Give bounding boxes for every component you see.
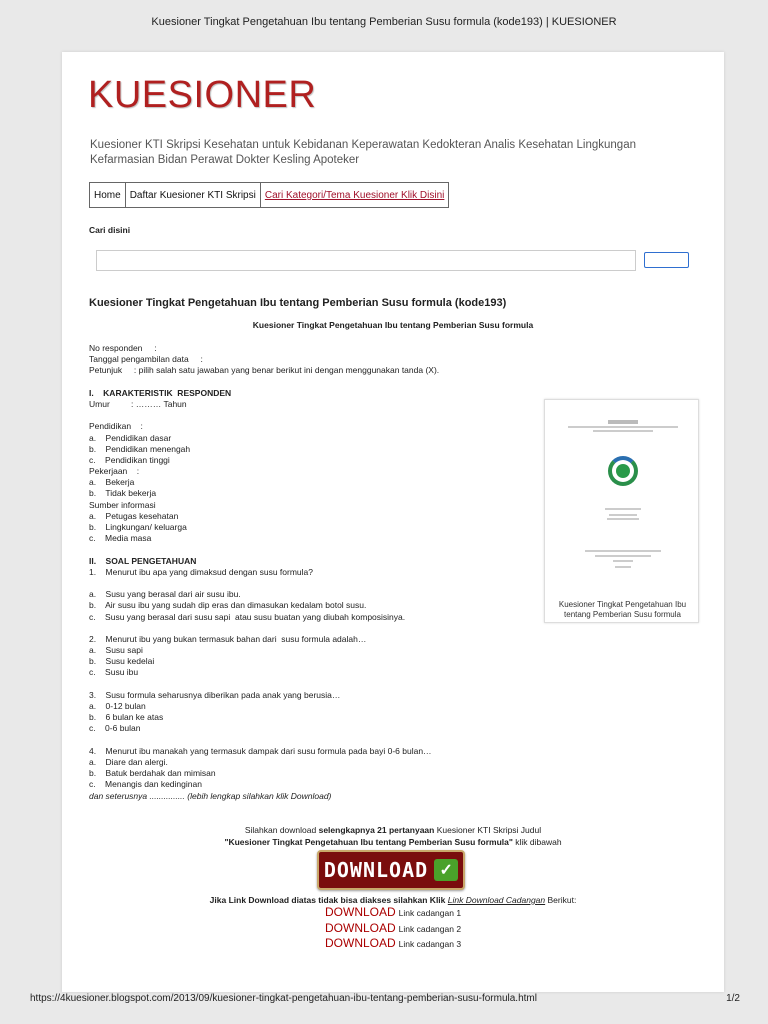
post-body-line: b. 6 bulan ke atas	[89, 712, 164, 723]
post-body-line: c. Media masa	[89, 533, 152, 544]
footer-url: https://4kuesioner.blogspot.com/2013/09/kuesioner-tingkat-pengetahuan-ibu-tentang-pemberian-susu-formula.html	[30, 993, 537, 1004]
blog-description: Kuesioner KTI Skripsi Kesehatan untuk Kebidanan Keperawatan Kedokteran Analis Kesehatan Lingkungan Kefarmasian Bidan Perawat Dokter Kesling Apoteker	[90, 139, 636, 166]
post-body-line: c. Pendidikan tinggi	[89, 454, 170, 465]
post-body-line: a. Bekerja	[89, 477, 135, 488]
post-body-line: 3. Susu formula seharusnya diberikan pada anak yang berusia…	[89, 689, 341, 700]
post-body-line: Umur : ……… Tahun	[89, 398, 187, 409]
post-body-line: a. 0-12 bulan	[89, 701, 146, 711]
nav-bar	[89, 182, 449, 208]
search-button[interactable]	[644, 252, 689, 268]
post-body-line: a. Susu yang berasal dari air susu ibu.	[89, 589, 241, 600]
document-thumbnail[interactable]	[544, 399, 699, 623]
post-body-line: b. Lingkungan/ keluarga	[89, 522, 187, 532]
post-body-line: b. Air susu ibu yang sudah dip eras dan dimasukan kedalam botol susu.	[89, 600, 367, 611]
alternate-download-link[interactable]: Link Download Cadangan	[447, 895, 546, 905]
nav-daftar-kuesioner[interactable]: Daftar Kuesioner KTI Skripsi	[126, 183, 261, 207]
download-button-label: DOWNLOAD	[323, 858, 429, 882]
post-body-line: 2. Menurut ibu yang bukan termasuk bahan dari susu formula adalah…	[89, 633, 367, 644]
post-body-line	[89, 544, 529, 555]
post-title: Kuesioner Tingkat Pengetahuan Ibu tentang Pemberian Susu formula (kode193)	[89, 297, 507, 309]
post-body-line	[89, 578, 529, 589]
post-body	[89, 343, 529, 802]
post-body-line: a. Petugas kesehatan	[89, 510, 179, 521]
post-body-line	[89, 735, 529, 746]
post-body-line: Tanggal pengambilan data :	[89, 354, 203, 365]
nav-home[interactable]: Home	[90, 183, 126, 207]
post-subtitle: Kuesioner Tingkat Pengetahuan Ibu tentang Pemberian Susu formula	[252, 320, 534, 330]
post-body-line: 4. Menurut ibu manakah yang termasuk dampak dari susu formula pada bayi 0-6 bulan…	[89, 745, 432, 756]
post-body-line: Petunjuk : pilih salah satu jawaban yang benar berikut ini dengan menggunakan tanda (X).	[89, 365, 440, 376]
post-body-line: a. Diare dan alergi.	[89, 756, 168, 767]
post-body-line: c. Menangis dan kedinginan	[89, 779, 202, 790]
page-sheet	[62, 52, 724, 992]
post-body-line	[89, 623, 529, 634]
post-body-line: a. Susu sapi	[89, 645, 143, 656]
post-body-line: b. Batuk berdahak dan mimisan	[89, 768, 216, 779]
alternate-link-2[interactable]: DOWNLOAD Link cadangan 2	[325, 921, 462, 935]
search-label: Cari disini	[89, 225, 131, 235]
nav-cari-kategori[interactable]: Cari Kategori/Tema Kuesioner Klik Disini	[264, 189, 445, 201]
post-body-line: c. Susu ibu	[89, 667, 139, 678]
check-icon: ✓	[434, 859, 458, 881]
download-button[interactable]	[317, 850, 465, 890]
footer-page-number: 1/2	[726, 993, 740, 1004]
search-input[interactable]	[96, 250, 636, 271]
institution-logo-icon	[608, 456, 638, 486]
thumbnail-page-preview	[545, 420, 700, 432]
alternate-download-note: Jika Link Download diatas tidak bisa diakses silahkan Klik Link Download Cadangan Berikut:	[209, 895, 577, 905]
post-body-line: b. Susu kedelai	[89, 656, 155, 667]
post-body-line: II. SOAL PENGETAHUAN	[89, 555, 197, 566]
post-body-line	[89, 377, 529, 388]
post-body-line: b. Pendidikan menengah	[89, 443, 191, 454]
post-body-line: dan seterusnya ............... (lebih lengkap silahkan klik Download)	[89, 790, 332, 801]
alternate-link-1[interactable]: DOWNLOAD Link cadangan 1	[325, 905, 462, 919]
post-body-line: a. Pendidikan dasar	[89, 432, 172, 443]
post-body-line: Pekerjaan :	[89, 466, 140, 477]
post-body-line: I. KARAKTERISTIK RESPONDEN	[89, 387, 232, 398]
post-body-line: 1. Menurut ibu apa yang dimaksud dengan susu formula?	[89, 566, 313, 577]
print-header: Kuesioner Tingkat Pengetahuan Ibu tentang Pemberian Susu formula (kode193) | KUESIONER	[151, 16, 617, 28]
post-body-line	[89, 679, 529, 690]
download-note: Silahkan download selengkapnya 21 pertanyaan Kuesioner KTI Skripsi Judul "Kuesioner Tingkat Pengetahuan Ibu tentang Pemberian Susu formula" klik dibawah	[224, 825, 562, 847]
print-footer	[30, 993, 740, 1004]
post-body-line: c. 0-6 bulan	[89, 723, 141, 734]
post-body-line: No responden :	[89, 343, 157, 353]
post-body-line: Pendidikan :	[89, 421, 143, 432]
blog-title[interactable]: KUESIONER	[88, 74, 317, 116]
post-body-line: b. Tidak bekerja	[89, 488, 157, 499]
post-body-line: c. Susu yang berasal dari susu sapi atau susu buatan yang diubah komposisinya.	[89, 611, 406, 622]
post-body-line: Sumber informasi	[89, 499, 156, 510]
thumbnail-caption: Kuesioner Tingkat Pengetahuan Ibu tentang Pemberian Susu formula	[558, 600, 687, 619]
post-body-line	[89, 410, 529, 421]
alternate-link-3[interactable]: DOWNLOAD Link cadangan 3	[325, 936, 462, 950]
